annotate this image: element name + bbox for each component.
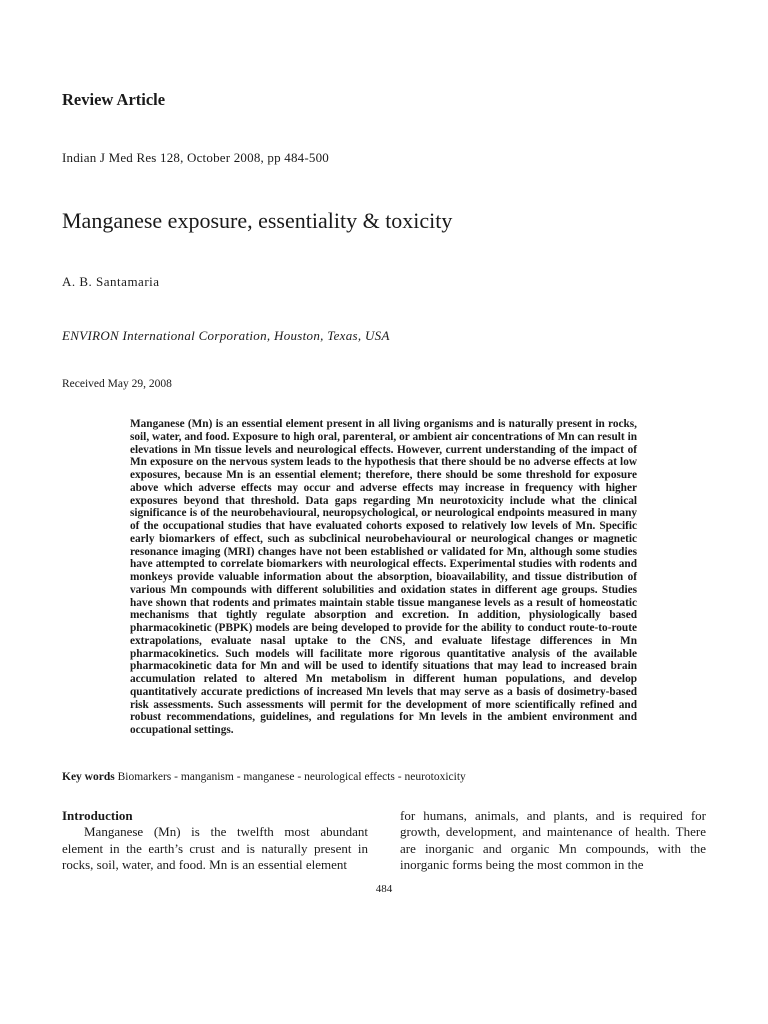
introduction-paragraph-right: for humans, animals, and plants, and is required for growth, development, and maintenance of health. There are inorganic and organic Mn compounds, with the inorganic forms being the most common in the xyxy=(400,808,706,872)
keywords-line xyxy=(62,771,466,783)
article-type-label: Review Article xyxy=(62,90,166,109)
introduction-heading: Introduction xyxy=(62,808,133,823)
journal-citation: Indian J Med Res 128, October 2008, pp 484-500 xyxy=(62,150,329,165)
page-number: 484 xyxy=(375,883,393,895)
introduction-paragraph-left: Manganese (Mn) is the twelfth most abundant element in the earth’s crust and is naturally present in rocks, soil, water, and food. Mn is an essential element xyxy=(62,824,368,872)
author-name: A. B. Santamaria xyxy=(62,274,160,289)
received-date: Received May 29, 2008 xyxy=(62,378,172,390)
author-affiliation: ENVIRON International Corporation, Houston, Texas, USA xyxy=(62,328,390,343)
abstract-text: Manganese (Mn) is an essential element present in all living organisms and is naturally present in rocks, soil, water, and food. Exposure to high oral, parenteral, or ambient air concentrations of Mn can result in elevations in Mn tissue levels and neurological effects. However, current understanding of the impact of Mn exposure on the nervous system leads to the hypothesis that there should be no adverse effects at low exposures, because Mn is an essential element; therefore, there should be some threshold for exposure above which adverse effects may occur and adverse effects may increase in frequency with higher exposures beyond that threshold. Data gaps regarding Mn neurotoxicity include what the clinical significance is of the neurobehavioural, neuropsychological, or neurological endpoints measured in many of the occupational studies that have evaluated cohorts exposed to relatively low levels of Mn. Specific early biomarkers of effect, such as subclinical neurobehavioural or neurological changes or magnetic resonance imaging (MRI) changes have not been established or validated for Mn, although some studies have attempted to correlate biomarkers with neurological effects. Experimental studies with rodents and monkeys provide valuable information about the absorption, bioavailability, and tissue distribution of various Mn compounds with different solubilities and oxidation states in different age groups. Studies have shown that rodents and primates maintain stable tissue manganese levels as a result of homeostatic mechanisms that tightly regulate absorption and excretion. In addition, physiologically based pharmacokinetic (PBPK) models are being developed to provide for the ability to conduct route-to-route extrapolations, evaluate nasal uptake to the CNS, and evaluate lifestage differences in Mn pharmacokinetics. Such models will facilitate more rigorous quantitative analysis of the available pharmacokinetic data for Mn and will be used to identify situations that may lead to increased brain accumulation related to altered Mn metabolism in different human populations, and develop quantitatively accurate predictions of increased Mn levels that may serve as a basis of dosimetry-based risk assessments. Such assessments will permit for the development of more scientifically refined and robust recommendations, guidelines, and regulations for Mn levels in the ambient environment and occupational settings. xyxy=(130,418,637,736)
body-column-left xyxy=(62,808,368,873)
article-title: Manganese exposure, essentiality & toxicity xyxy=(62,208,453,233)
keywords-list: Biomarkers - manganism - manganese - neurological effects - neurotoxicity xyxy=(117,771,466,783)
body-column-right xyxy=(400,808,706,873)
keywords-label: Key words xyxy=(62,771,115,783)
